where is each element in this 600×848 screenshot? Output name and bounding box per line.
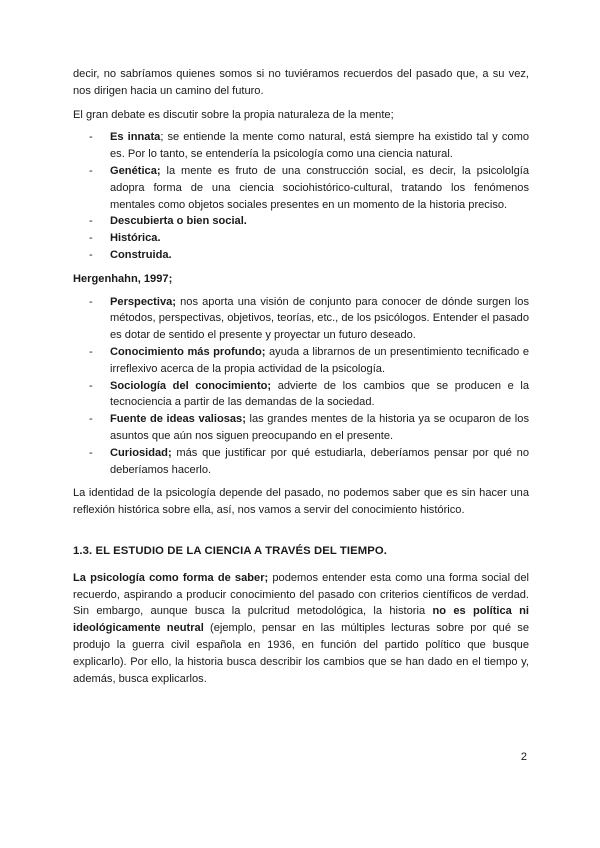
- list-item: [73, 294, 529, 344]
- identity-paragraph: La identidad de la psicología depende del pasado, no podemos saber que es sin hacer una reflexión histórica sobre ella, así, nos vamos a servir del conocimiento histórico.: [73, 487, 529, 517]
- section-paragraph: [73, 570, 529, 688]
- list-item-term: Histórica.: [110, 232, 161, 245]
- list-item: [73, 129, 529, 163]
- list-item-text: las grandes mentes de la historia ya se ocuparon de los asuntos que aún nos siguen preocupando en el presente.: [110, 413, 529, 442]
- list-item-term: Fuente de ideas valiosas;: [110, 413, 246, 426]
- list-dash: -: [89, 446, 93, 459]
- section-term: La psicología como forma de saber;: [73, 571, 269, 584]
- list-dash: -: [89, 413, 93, 426]
- hergenhahn-heading: Hergenhahn, 1997;: [73, 272, 173, 285]
- list-item-term: Perspectiva;: [110, 295, 176, 308]
- list-item-term: Descubierta o bien social.: [110, 215, 247, 228]
- list-item: [73, 411, 529, 445]
- list-dash: -: [89, 215, 93, 228]
- list-item-term: Es innata: [110, 131, 161, 144]
- section-text-part-1: podemos entender esta como una forma social del recuerdo, aspirando a producir conocimiento del pasado con criterios científicos de verdad. Sin embargo, aunque busca la pulcritud metodológica, la historia: [73, 571, 529, 618]
- page-number: 2: [520, 751, 527, 763]
- list-dash: -: [89, 345, 93, 358]
- list-item-text: más que justificar por qué estudiarla, deberíamos pensar por qué no deberíamos hacerlo.: [110, 446, 529, 476]
- section-text-part-2: (ejemplo, pensar en las múltiples lecturas sobre por qué se produjo la guerra civil española en 1936, en función del partido político que busque explicarlo). Por ello, la historia busca describir los cambios que se han dado en el tiempo y, además, busca explicarlos.: [73, 622, 529, 685]
- list-item-term: Genética;: [110, 164, 161, 177]
- list-item: [73, 247, 529, 264]
- list-item: [73, 378, 529, 412]
- list-dash: -: [89, 131, 93, 144]
- list-item: [73, 344, 529, 378]
- list-item: [73, 230, 529, 247]
- list-dash: -: [89, 248, 93, 261]
- list-dash: -: [89, 164, 93, 177]
- list-item-text: la mente es fruto de una construcción social, es decir, la psicololgía adopra forma de una ciencia sociohistórico-cultural, tratando los fenómenos mentales como objetos sociales presentes en un momento de la historia preciso.: [110, 164, 529, 211]
- list-item-term: Construida.: [110, 248, 172, 261]
- list-item: [73, 163, 529, 213]
- list-dash: -: [89, 295, 93, 308]
- section-heading: 1.3. EL ESTUDIO DE LA CIENCIA A TRAVÉS DEL TIEMPO.: [73, 544, 388, 557]
- section-emphasis: no es política ni ideológicamente neutral: [73, 605, 529, 635]
- hergenhahn-list: [73, 294, 529, 479]
- list-item-text: nos aporta una visión de conjunto para conocer de dónde surgen los métodos, perspectivas, objetivos, teorías, etc., de los psicólogos. Entender el pasado es dotar de sentido el presente y proyectar un futuro deseado.: [110, 295, 529, 342]
- list-item-term: Conocimiento más profundo;: [110, 345, 266, 358]
- debate-paragraph: El gran debate es discutir sobre la propia naturaleza de la mente;: [73, 108, 394, 121]
- list-item-text: advierte de los cambios que se producen e la tecnociencia a partir de las demandas de la sociedad.: [110, 379, 530, 409]
- list-dash: -: [89, 379, 93, 392]
- list-item-term: Curiosidad;: [110, 446, 172, 459]
- list-item-text: ayuda a librarnos de un presentimiento tecnificado e irreflexivo acerca de la propia actividad de la psicología.: [110, 345, 529, 375]
- list-dash: -: [89, 232, 93, 245]
- list-item-term: Sociología del conocimiento;: [110, 379, 272, 392]
- intro-paragraph: decir, no sabríamos quienes somos si no tuviéramos recuerdos del pasado que, a su vez, nos dirigen hacia un camino del futuro.: [73, 68, 529, 97]
- list-item: [73, 445, 529, 479]
- document-page: [73, 66, 529, 687]
- list-item-text: ; se entiende la mente como natural, está siempre ha existido tal y como es. Por lo tanto, se entendería la psicología como una ciencia natural.: [110, 131, 529, 161]
- debate-list: [73, 129, 529, 263]
- list-item: [73, 213, 529, 230]
